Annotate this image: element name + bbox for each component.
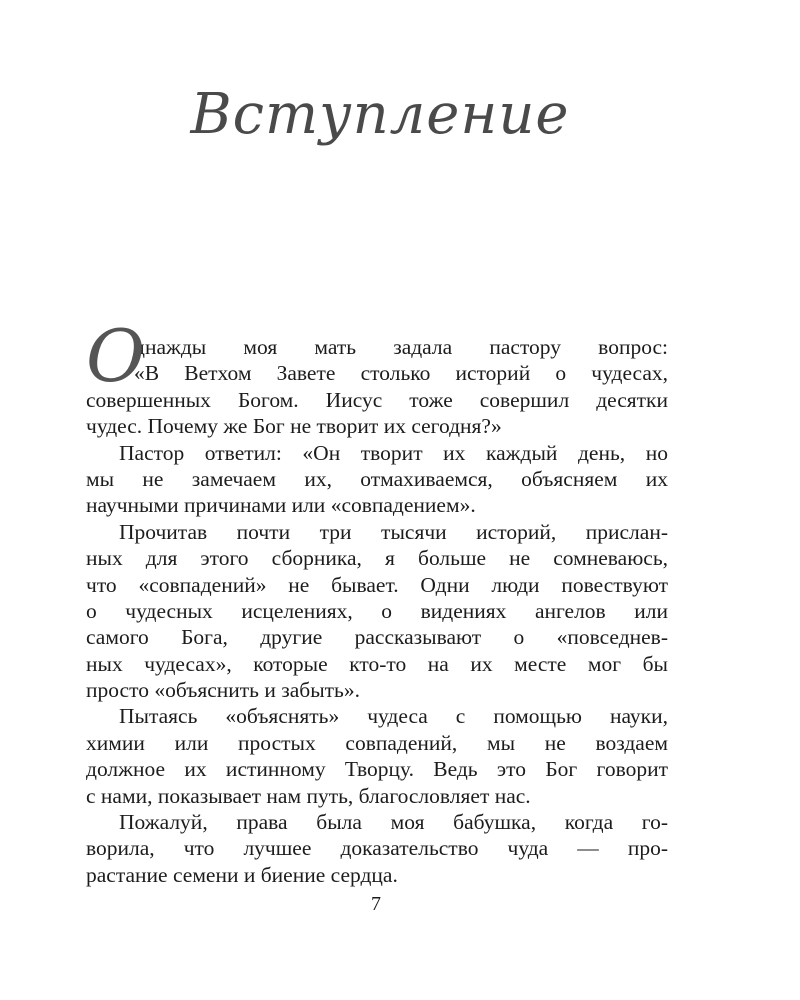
drop-cap: О <box>86 314 146 398</box>
text-line: мы не замечаем их, отмахиваемся, объясняем их <box>86 466 668 491</box>
paragraph-5 <box>86 809 668 888</box>
body-text <box>86 314 668 888</box>
page-number: 7 <box>371 893 381 915</box>
text-line: должное их истинному Творцу. Ведь это Бог говорит <box>86 757 668 782</box>
paragraph-1 <box>86 314 668 440</box>
text-line: «В Ветхом Завете столько историй о чудесах, <box>134 361 668 386</box>
text-line: Прочитав почти три тысячи историй, прислан- <box>119 519 668 544</box>
text-line: чудес. Почему же Бог не творит их сегодня?» <box>86 414 502 439</box>
text-line: с нами, показывает нам путь, благословляет нас. <box>86 783 531 808</box>
paragraph-4 <box>86 703 668 809</box>
chapter-title: Вступление <box>190 82 570 147</box>
text-line: просто «объяснить и забыть». <box>86 678 360 703</box>
text-line: о чудесных исцелениях, о видениях ангелов или <box>86 598 668 623</box>
text-line: ных для этого сборника, я больше не сомневаюсь, <box>86 546 668 571</box>
text-line: научными причинами или «совпадением». <box>86 493 476 518</box>
text-line: Пожалуй, права была моя бабушка, когда го- <box>119 810 668 835</box>
text-line: Пытаясь «объяснять» чудеса с помощью науки, <box>119 704 668 729</box>
paragraph-2 <box>86 440 668 519</box>
text-line: днажды моя мать задала пастору вопрос: <box>134 335 668 359</box>
text-line: Пастор ответил: «Он творит их каждый день, но <box>119 440 668 465</box>
text-line: растание семени и биение сердца. <box>86 862 398 887</box>
text-line: самого Бога, другие рассказывают о «повседнев- <box>86 625 668 650</box>
text-line: ных чудесах», которые кто-то на их месте мог бы <box>86 651 668 676</box>
text-line: ворила, что лучшее доказательство чуда — про- <box>86 836 668 861</box>
paragraph-3 <box>86 519 668 704</box>
text-line: химии или простых совпадений, мы не воздаем <box>86 730 668 755</box>
text-line: что «совпадений» не бывает. Одни люди повествуют <box>86 572 668 597</box>
text-line: совершенных Богом. Иисус тоже совершил десятки <box>86 387 668 412</box>
